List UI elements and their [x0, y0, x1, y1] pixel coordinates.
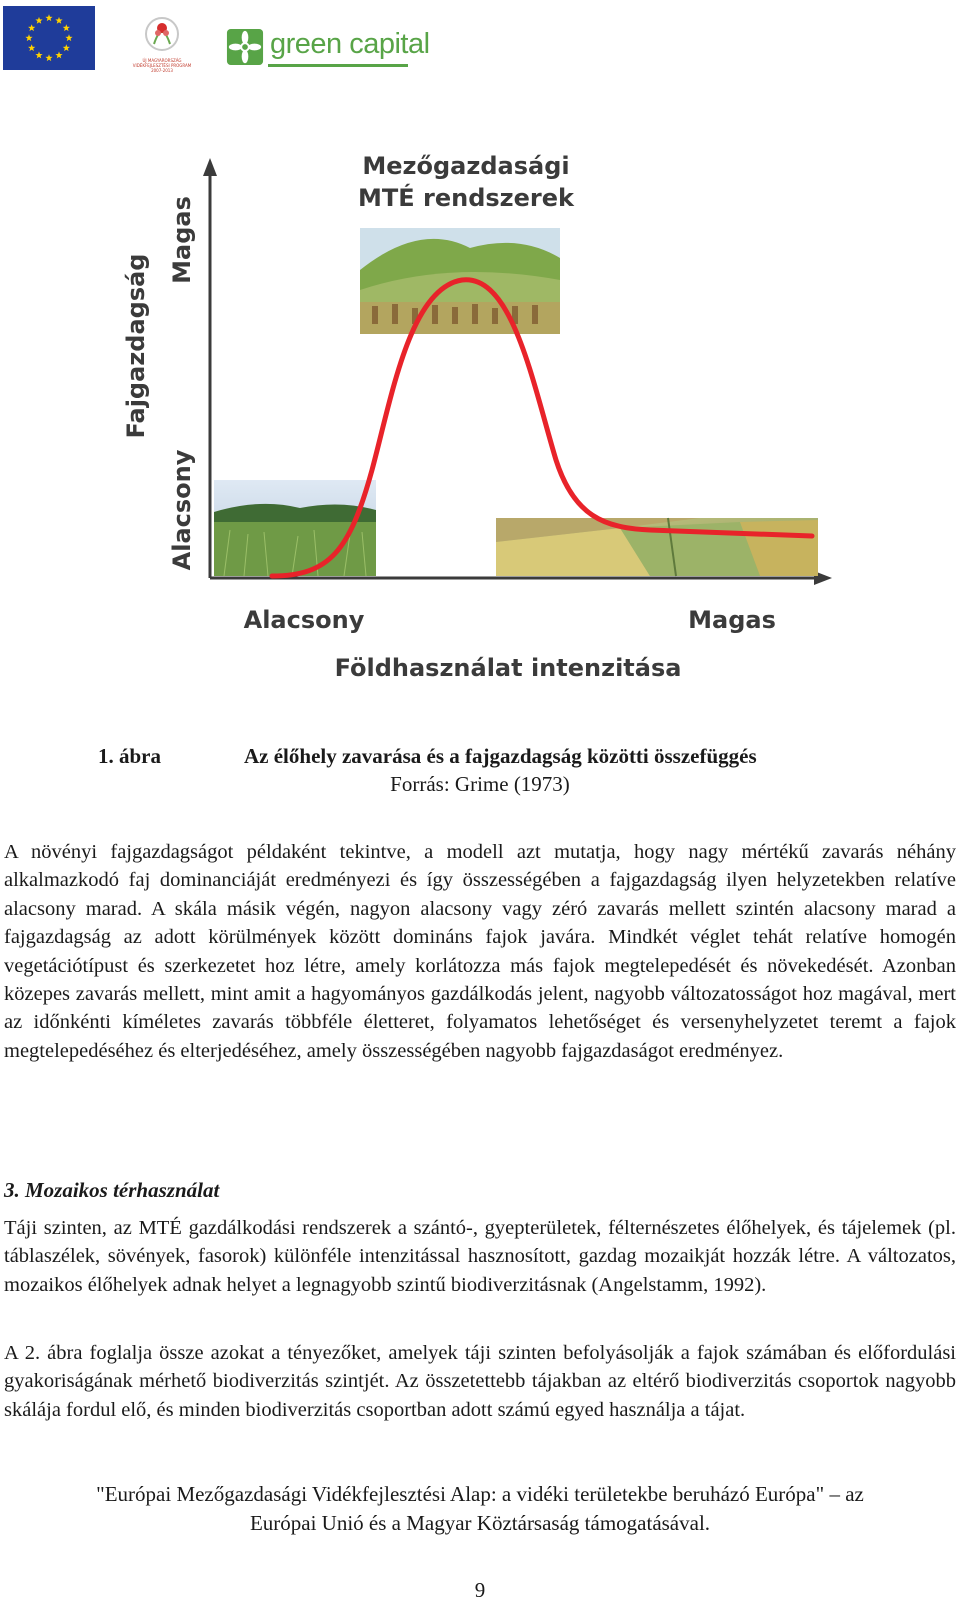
y-axis-high-label: Magas [168, 196, 196, 284]
caption-number: 1. ábra [98, 744, 161, 768]
paragraph-3: A 2. ábra foglalja össze azokat a tényezőket, amelyek táji szinten befolyásolják a fajok számában és előfordulási gyakoriságának mérhető biodiverzitás szintjét. Az összetettebb tájakban az eltérő biodiverzitás csoportok nagyobb skálája fordul elő, és minden biodiverzitás csoportban adott számú egyed használja a tájat. [4, 1342, 956, 1421]
figure-caption [0, 744, 960, 804]
green-capital-logo [226, 26, 430, 72]
paragraph-2: Táji szinten, az MTÉ gazdálkodási rendszerek a szántó-, gyepterületek, félternészetes élőhelyek, és tájelemek (pl. táblaszélek, sövények, fasorok) különféle intenzitással hasznosított, gazdag mozaikját hozzák létre. A változatos, mozaikos élőhelyek adnak helyet a legnagyobb szintű biodiverzitásnak (Angelstamm, 1992). [4, 1217, 956, 1296]
eu-flag-icon [3, 6, 95, 70]
figure-diagram [0, 130, 960, 710]
footer-line-1: "Európai Mezőgazdasági Vidékfejlesztési Alap: a vidéki területekbe beruházó Európa" – az [96, 1482, 864, 1506]
figure-title-line1: Mezőgazdasági [362, 152, 570, 180]
intensive-fields-photo [496, 518, 818, 576]
umvp-logo-text: ÚJ MAGYARORSZÁG VIDÉKFEJLESZTÉSI PROGRAM 2007-2013 [132, 58, 192, 73]
caption-title: Az élőhely zavarása és a fajgazdagság közötti összefüggés [244, 744, 757, 768]
paragraph-1: A növényi fajgazdagságot példaként tekintve, a modell azt mutatja, hogy nagy mértékű zavarás néhány alkalmazkodó faj dominanciáját eredményezi és így összességében a fajgazdagság ilyen helyzetekben relatíve alacsony marad. A skála másik végén, nagyon alacsony vagy zéró zavarás mellett szintén alacsony marad a fajgazdagság az adott körülmények között domináns fajok javára. Mindkét véglet tehát relatíve homogén vegetációtípust és szerkezetet hoz létre, amely korlátozza más fajok megtelepedését és növekedését. Azonban közepes zavarás mellett, mint amit a hagyományos gazdálkodás jelent, nagyobb változatosságot hoz magával, mert az időnkénti kíméletes zavarás többféle életteret, folyamatos lehetőséget és versenyhelyzetet teremt a fajok megtelepedéséhez és elterjedéséhez, amely összességében nagyobb fajgazdaságot eredményez. [4, 841, 956, 1062]
x-axis-high-label: Magas [688, 606, 776, 634]
section-heading: 3. Mozaikos térhasználat [4, 1178, 220, 1202]
caption-source: Forrás: Grime (1973) [390, 772, 570, 796]
y-axis-label: Fajgazdagság [122, 253, 150, 439]
green-capital-wordmark: green capital [270, 28, 430, 60]
page-number: 9 [474, 1578, 486, 1602]
figure-title-line2: MTÉ rendszerek [358, 184, 574, 212]
footer [0, 1480, 960, 1538]
y-axis-arrow-icon [203, 158, 217, 176]
x-axis-low-label: Alacsony [243, 606, 365, 634]
green-capital-underline [268, 64, 408, 67]
x-axis-label: Földhasználat intenzitása [334, 654, 682, 682]
y-axis-low-label: Alacsony [168, 449, 196, 571]
flower-icon [226, 28, 264, 66]
footer-line-2: Európai Unió és a Magyar Köztársaság támogatásával. [249, 1511, 711, 1535]
umvp-logo [130, 14, 194, 72]
